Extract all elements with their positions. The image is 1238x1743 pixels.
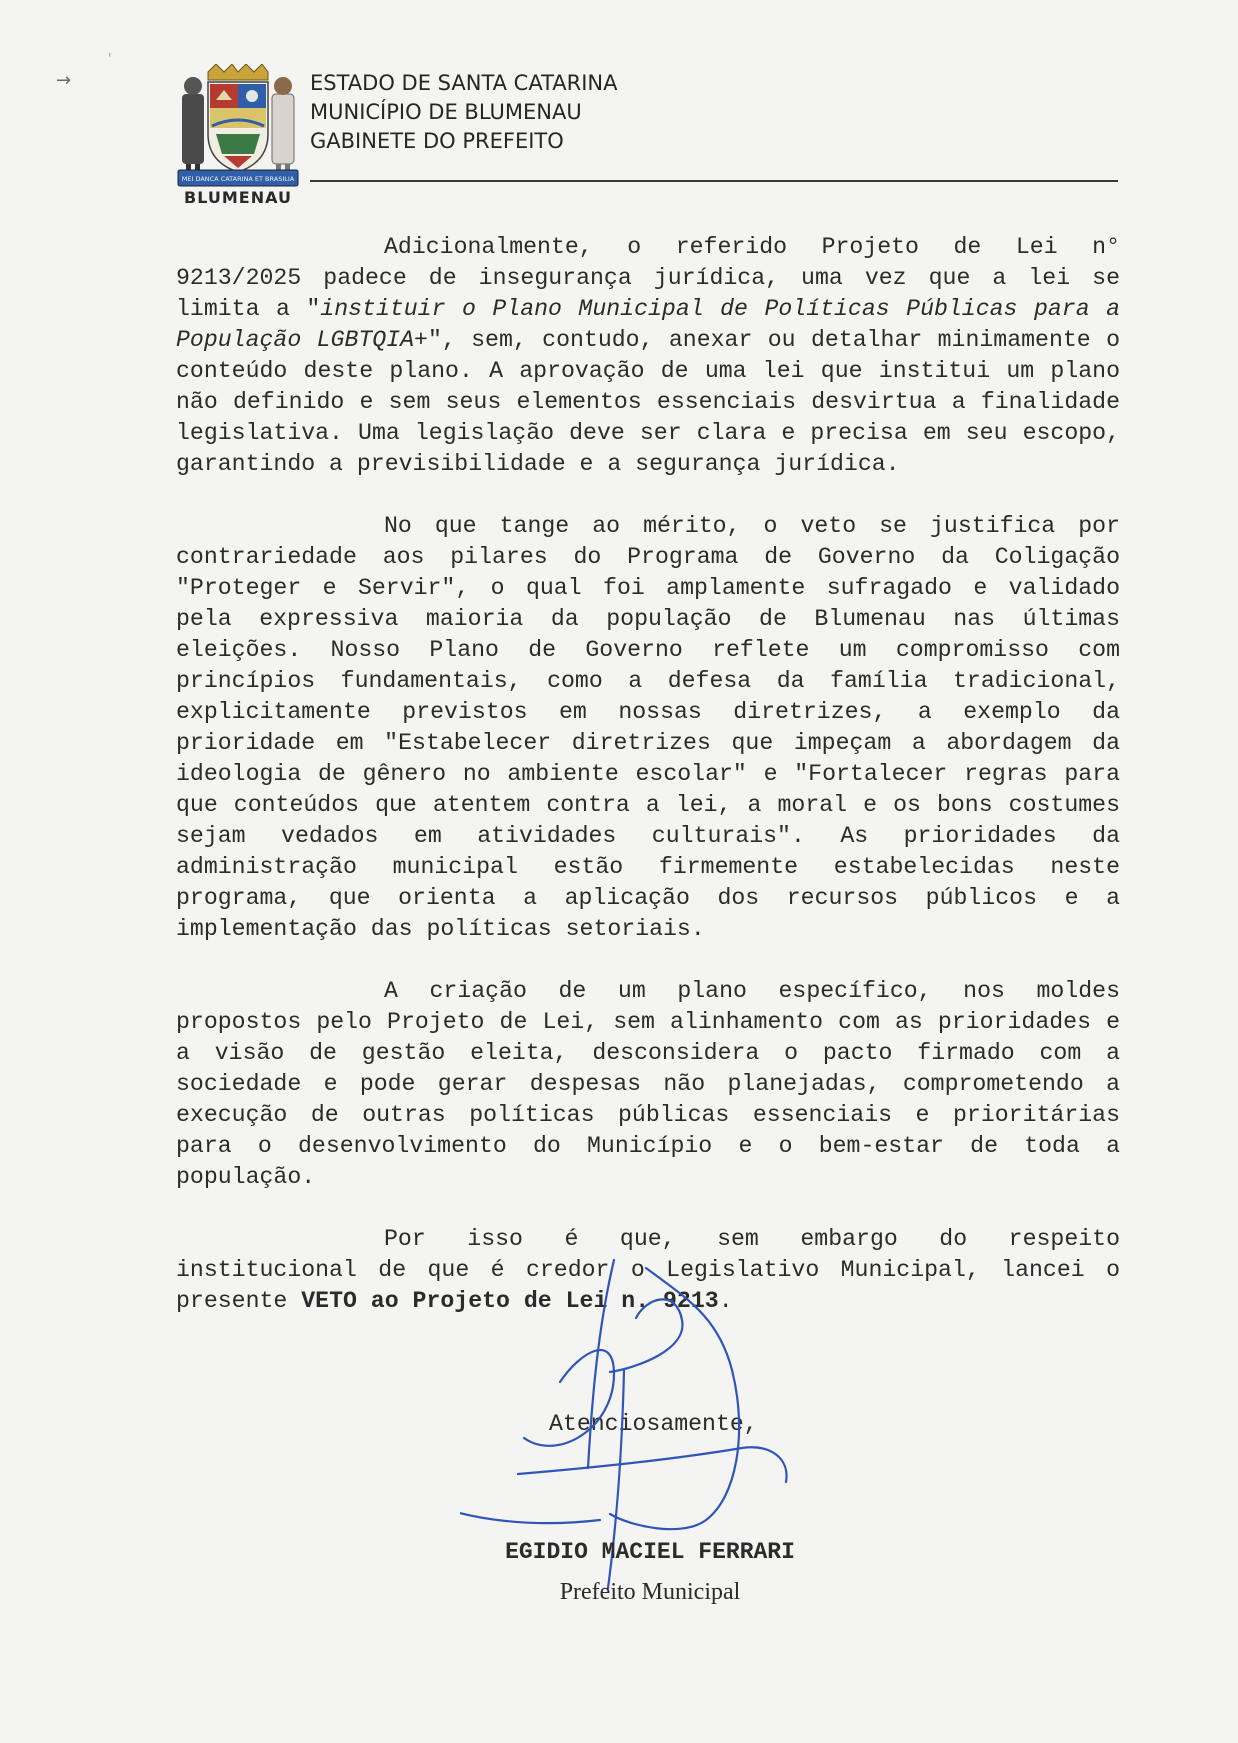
paragraph-3: A criação de um plano específico, nos moldes propostos pelo Projeto de Lei, sem alinhamento com as prioridades e a visão de gestão eleita, desconsidera o pacto firmado com a sociedade e pode gerar despesas não planejadas, comprometendo a execução de outras políticas públicas essenciais e prioritárias para o desenvolvimento do Município e o bem-estar de toda a população. <box>176 978 1120 1190</box>
letter-body <box>176 232 1120 1348</box>
scan-mark: → <box>56 70 72 91</box>
letterhead-text <box>310 69 618 156</box>
crest-caption: BLUMENAU <box>184 188 292 207</box>
letterhead <box>176 64 1120 214</box>
paragraph-1-quote: instituir o Plano Municipal de Políticas Públicas para a População LGBTQIA+ <box>176 296 1120 353</box>
paragraph-4-text-c: . <box>718 1288 733 1314</box>
signatory-role: Prefeito Municipal <box>559 1579 741 1605</box>
coat-of-arms-icon <box>176 64 300 188</box>
state-name: ESTADO DE SANTA CATARINA <box>310 71 618 95</box>
closing-salutation: Atenciosamente, <box>549 1411 758 1437</box>
paragraph-4-text-a: Por isso é que, sem embargo do respeito institucional de que é credor o Legislativo Municipal, lancei o presente <box>176 1226 1120 1314</box>
header-divider <box>310 180 1118 182</box>
office-name: GABINETE DO PREFEITO <box>310 129 564 153</box>
paragraph-4 <box>176 1224 1120 1317</box>
crest-banner-text: MEI DANCA CATARINA ET BRASILIA <box>181 175 295 183</box>
scan-mark-2: ' <box>108 52 112 67</box>
paragraph-1-text-c: ", sem, contudo, anexar ou detalhar minimamente o conteúdo deste plano. A aprovação de uma lei que institui um plano não definido e sem seus elementos essenciais desvirtua a finalidade legislativa. Uma legislação deve ser clara e precisa em seu escopo, garantindo a previsibilidade e a segurança jurídica. <box>176 327 1121 477</box>
municipality-name: MUNICÍPIO DE BLUMENAU <box>310 100 582 124</box>
paragraph-2: No que tange ao mérito, o veto se justifica por contrariedade aos pilares do Programa de Governo da Coligação "Proteger e Servir", o qual foi amplamente sufragado e validado pela expressiva maioria da população de Blumenau nas últimas eleições. Nosso Plano de Governo reflete um compromisso com princípios fundamentais, como a defesa da família tradicional, explicitamente previstos em nossas diretrizes, a exemplo da prioridade em "Estabelecer diretrizes que impeçam a abordagem da ideologia de gênero no ambiente escolar" e "Fortalecer regras para que conteúdos que atentem contra a lei, a moral e os bons costumes sejam vedados em atividades culturais". As prioridades da administração municipal estão firmemente estabelecidas neste programa, que orienta a aplicação dos recursos públicos e a implementação das políticas setoriais. <box>176 513 1120 942</box>
signatory-name: EGIDIO MACIEL FERRARI <box>505 1539 795 1565</box>
paragraph-1 <box>176 232 1120 480</box>
paragraph-1-text-a: Adicionalmente, o referido Projeto de Lei n° 9213/2025 padece de insegurança jurídica, uma vez que a lei se limita a " <box>176 234 1120 322</box>
veto-statement: VETO ao Projeto de Lei n. 9213 <box>301 1288 719 1314</box>
